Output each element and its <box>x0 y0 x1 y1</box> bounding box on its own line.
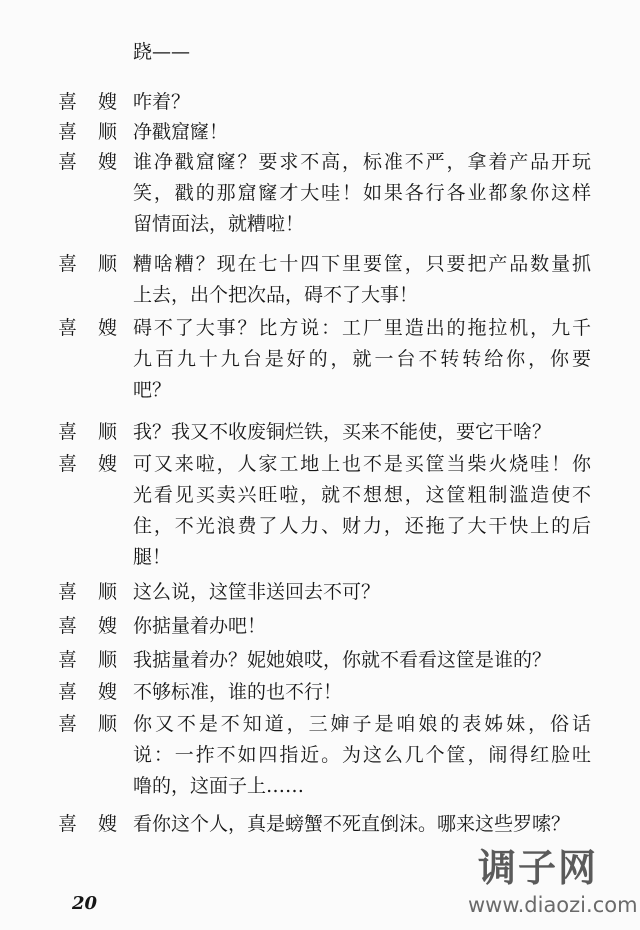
speaker-name: 顺 <box>98 713 118 735</box>
dialogue-line: 这么说，这筐非送回去不可？ <box>133 581 381 603</box>
speaker-name: 嫂 <box>98 681 118 703</box>
dialogue-line: 碍不了大事？比方说：工厂里造出的拖拉机，九千 <box>133 317 591 339</box>
dialogue-line: 可又来啦，人家工地上也不是买筐当柴火烧哇！你 <box>133 453 591 475</box>
speaker-name: 嫂 <box>98 813 118 835</box>
dialogue-line: 腿！ <box>133 546 172 568</box>
speaker-name: 嫂 <box>98 91 118 113</box>
speaker-name: 嫂 <box>98 317 118 339</box>
dialogue-line: 九百九十九台是好的，就一台不转转给你，你要 <box>133 348 591 370</box>
speaker-name: 顺 <box>98 649 118 671</box>
speaker-name: 喜 <box>58 813 78 835</box>
dialogue-line: 说：一拃不如四指近。为这么几个筐，闹得红脸吐 <box>133 744 591 766</box>
watermark-logo: 调子网 <box>478 846 599 890</box>
speaker-name: 顺 <box>98 121 118 143</box>
dialogue-line: 上去，出个把次品，碍不了大事！ <box>133 284 419 306</box>
page-number: 20 <box>72 893 98 914</box>
speaker-name: 嫂 <box>98 151 118 173</box>
dialogue-line: 光看见买卖兴旺啦，就不想想，这筐粗制滥造使不 <box>133 484 591 506</box>
dialogue-line: 糟啥糟？现在七十四下里要筐，只要把产品数量抓 <box>133 253 591 275</box>
speaker-name: 喜 <box>58 453 78 475</box>
speaker-name: 顺 <box>98 421 118 443</box>
dialogue-line: 你掂量着办吧！ <box>133 615 267 637</box>
dialogue-line: 我掂量着办？妮她娘哎，你就不看看这筐是谁的？ <box>133 649 552 671</box>
speaker-name: 喜 <box>58 681 78 703</box>
dialogue-line: 看你这个人，真是螃蟹不死直倒沫。哪来这些罗嗦？ <box>133 813 571 835</box>
speaker-name: 喜 <box>58 649 78 671</box>
speaker-name: 喜 <box>58 91 78 113</box>
watermark-url: www.diaozi.com <box>468 893 638 917</box>
dialogue-line: 净戳窟窿！ <box>133 121 229 143</box>
dialogue-line: 你又不是不知道，三婶子是咱娘的表姊妹，俗话 <box>133 713 591 735</box>
speaker-name: 喜 <box>58 317 78 339</box>
dialogue-line: 谁净戳窟窿？要求不高，标准不严，拿着产品开玩 <box>133 151 591 173</box>
dialogue-line: 噜的，这面子上…… <box>133 775 305 797</box>
dialogue-line: 笑，戳的那窟窿才大哇！如果各行各业都象你这样 <box>133 182 591 204</box>
dialogue-line: 我？我又不收废铜烂铁，买来不能使，要它干啥？ <box>133 421 552 443</box>
continuation-line: 跷—— <box>133 41 191 63</box>
speaker-name: 嫂 <box>98 615 118 637</box>
speaker-name: 嫂 <box>98 453 118 475</box>
speaker-name: 喜 <box>58 421 78 443</box>
speaker-name: 喜 <box>58 151 78 173</box>
speaker-name: 喜 <box>58 713 78 735</box>
dialogue-line: 留情面法，就糟啦！ <box>133 213 305 235</box>
speaker-name: 顺 <box>98 253 118 275</box>
dialogue-line: 吧？ <box>133 379 172 401</box>
dialogue-line: 咋着？ <box>133 91 191 113</box>
speaker-name: 喜 <box>58 121 78 143</box>
speaker-name: 顺 <box>98 581 118 603</box>
dialogue-line: 住，不光浪费了人力、财力，还拖了大干快上的后 <box>133 515 591 537</box>
speaker-name: 喜 <box>58 581 78 603</box>
speaker-name: 喜 <box>58 615 78 637</box>
speaker-name: 喜 <box>58 253 78 275</box>
dialogue-line: 不够标准，谁的也不行！ <box>133 681 343 703</box>
